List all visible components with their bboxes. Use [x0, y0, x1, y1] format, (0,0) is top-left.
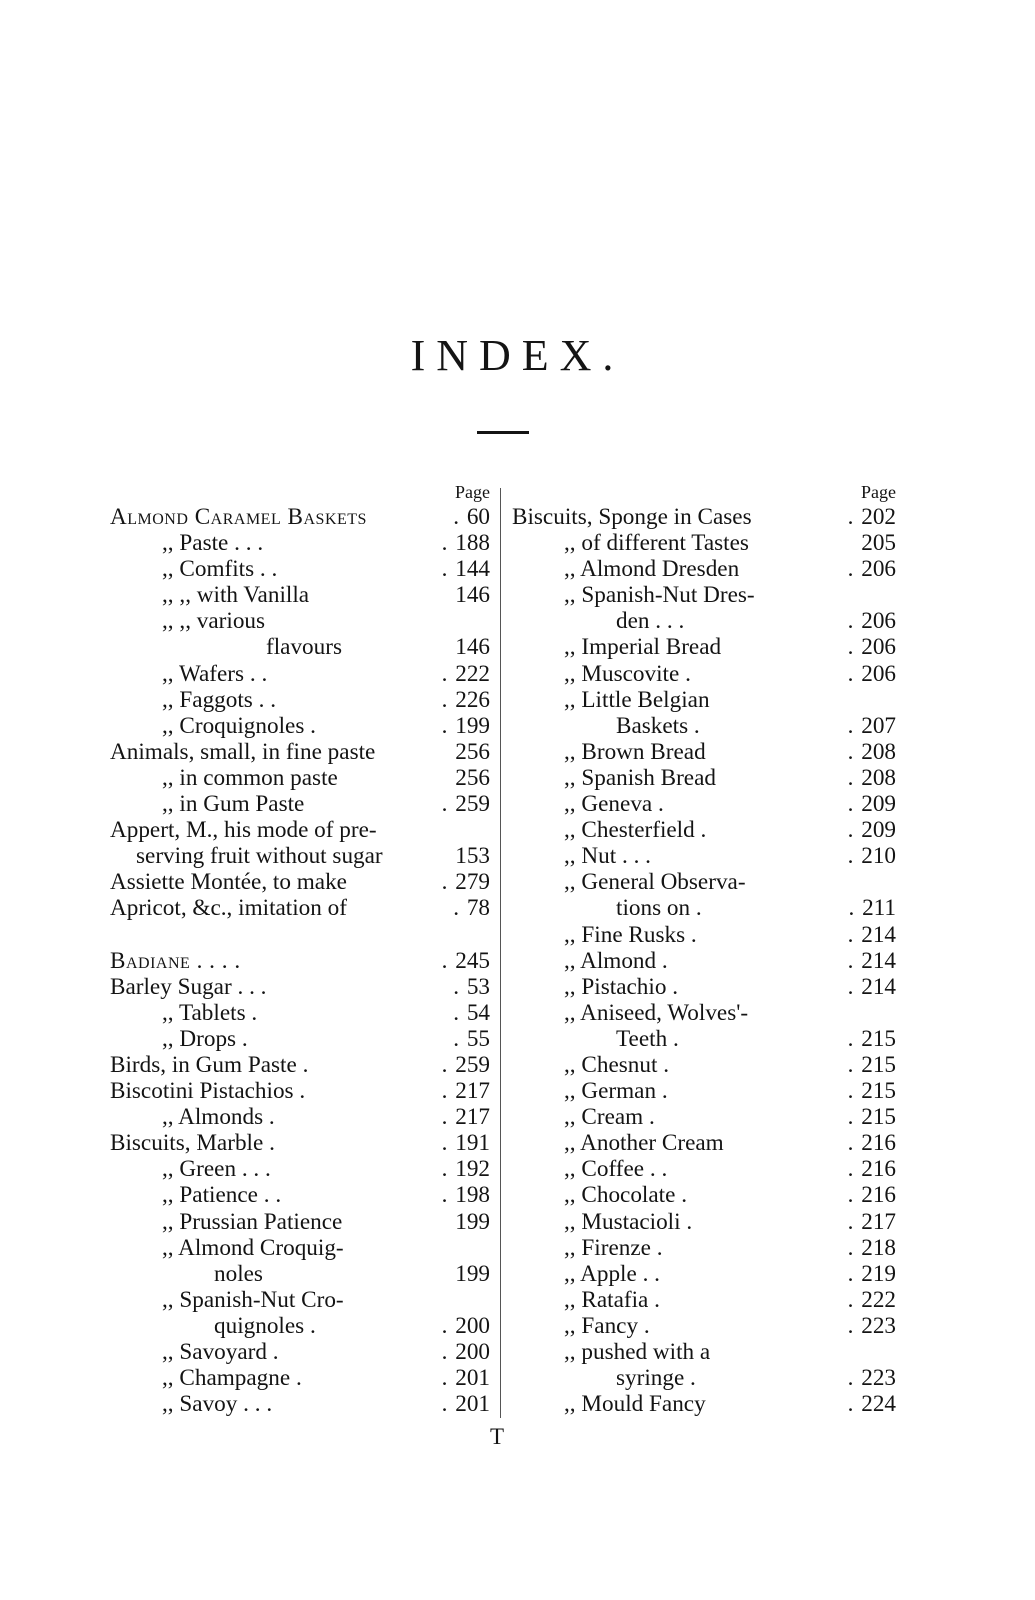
index-entry	[110, 895, 490, 921]
index-entry	[512, 713, 896, 739]
index-entry	[512, 1391, 896, 1417]
entry-page-number: . 206	[848, 634, 896, 660]
index-entry	[110, 948, 490, 974]
entry-page-number: . 201	[442, 1365, 490, 1391]
index-entry	[512, 1313, 896, 1339]
index-entry	[110, 1078, 490, 1104]
index-entry	[512, 922, 896, 948]
entry-text: ,, Savoy . . .	[162, 1391, 273, 1418]
entry-text: Teeth .	[616, 1025, 679, 1052]
entry-text: tions on .	[616, 895, 702, 922]
entry-text: Apricot, &c., imitation of	[110, 895, 347, 922]
entry-text: ,, ,, various	[162, 608, 266, 635]
entry-text: ,, Pistachio .	[564, 973, 679, 1000]
entry-text: ,, Imperial Bread	[564, 634, 722, 661]
entry-text: ,, Aniseed, Wolves'-	[564, 999, 749, 1026]
index-entry	[110, 922, 490, 948]
entry-page-number: . 78	[453, 895, 490, 921]
entry-page-number: . 216	[848, 1156, 896, 1182]
left-entries	[110, 504, 490, 1417]
entry-page-number: 256	[455, 738, 490, 765]
entry-page-number: . 200	[442, 1313, 490, 1339]
index-entry	[512, 1339, 896, 1365]
entry-text: ,, Tablets .	[162, 999, 258, 1026]
index-right-column	[512, 480, 896, 1417]
index-entry	[512, 1000, 896, 1026]
entry-page-number: . 55	[453, 1026, 490, 1052]
entry-text: Animals, small, in fine paste	[110, 738, 376, 765]
entry-page-number: . 259	[442, 1052, 490, 1078]
entry-text: Almond Caramel Baskets	[110, 504, 367, 530]
entry-page-number: . 214	[848, 922, 896, 948]
entry-text: ,, Firenze .	[564, 1234, 663, 1261]
index-entry	[110, 1130, 490, 1156]
entry-text: Birds, in Gum Paste .	[110, 1051, 309, 1078]
entry-text: ,, Spanish-Nut Cro-	[162, 1286, 344, 1313]
entry-page-number: . 54	[453, 1000, 490, 1026]
entry-text: ,, General Observa-	[564, 869, 746, 896]
index-entry	[512, 739, 896, 765]
right-entries	[512, 504, 896, 1417]
index-entry	[110, 582, 490, 608]
index-entry	[512, 1026, 896, 1052]
column-divider	[500, 488, 501, 1418]
index-entry	[512, 1209, 896, 1235]
index-entry	[512, 504, 896, 530]
entry-text: ,, Savoyard .	[162, 1339, 279, 1365]
entry-page-number: . 209	[848, 791, 896, 817]
entry-page-number: . 209	[848, 817, 896, 843]
index-entry	[110, 634, 490, 660]
entry-text: ,, Prussian Patience	[162, 1208, 343, 1235]
entry-text: flavours	[266, 634, 342, 661]
entry-text: ,, Almond .	[564, 947, 668, 974]
index-entry	[512, 974, 896, 1000]
index-entry	[110, 1391, 490, 1417]
index-entry	[512, 895, 896, 921]
entry-page-number: . 53	[453, 974, 490, 1000]
index-entry	[110, 608, 490, 634]
index-entry	[110, 1000, 490, 1026]
entry-page-number: 199	[455, 1260, 490, 1287]
index-entry	[110, 1313, 490, 1339]
entry-text: ,, Apple . .	[564, 1260, 660, 1287]
entry-page-number: . 259	[442, 791, 490, 817]
entry-page-number: . 200	[442, 1339, 490, 1365]
index-entry	[512, 1182, 896, 1208]
index-entry	[110, 1261, 490, 1287]
index-entry	[110, 1365, 490, 1391]
title-rule	[477, 431, 529, 434]
entry-page-number: . 206	[848, 661, 896, 687]
index-entry	[512, 1130, 896, 1156]
entry-text: ,, of different Tastes	[564, 530, 749, 557]
entry-page-number: . 188	[442, 530, 490, 556]
entry-page-number: . 214	[848, 974, 896, 1000]
entry-text: ,, Mould Fancy	[564, 1391, 706, 1418]
entry-text: Assiette Montée, to make	[110, 869, 347, 896]
entry-text: serving fruit without sugar	[136, 843, 383, 870]
index-entry	[110, 765, 490, 791]
index-entry	[110, 1052, 490, 1078]
entry-page-number: . 198	[442, 1182, 490, 1208]
entry-text: ,, Coffee . .	[564, 1156, 668, 1183]
index-entry	[512, 1235, 896, 1261]
entry-page-number: . 211	[848, 895, 896, 921]
entry-page-number: 256	[455, 764, 490, 791]
entry-text: quignoles .	[214, 1312, 316, 1339]
entry-page-number: . 208	[848, 739, 896, 765]
entry-page-number: . 215	[848, 1026, 896, 1052]
entry-page-number: . 206	[848, 556, 896, 582]
entry-text: ,, Ratafia .	[564, 1286, 660, 1313]
index-entry	[110, 817, 490, 843]
index-entry	[512, 1365, 896, 1391]
entry-text: Badiane . . . .	[110, 947, 241, 974]
entry-page-number: . 222	[442, 661, 490, 687]
index-entry	[110, 1026, 490, 1052]
entry-page-number: . 215	[848, 1104, 896, 1130]
page-column-heading: Page	[861, 482, 896, 502]
entry-page-number: . 226	[442, 687, 490, 713]
index-entry	[512, 556, 896, 582]
entry-text: ,, Nut . . .	[564, 843, 651, 870]
entry-page-number: . 144	[442, 556, 490, 582]
entry-text: ,, Paste . . .	[162, 530, 264, 557]
entry-text: ,, in Gum Paste	[162, 791, 305, 818]
index-entry	[110, 739, 490, 765]
index-entry	[110, 530, 490, 556]
index-entry	[110, 687, 490, 713]
entry-text: Appert, M., his mode of pre-	[110, 817, 377, 844]
entry-page-number: . 202	[848, 504, 896, 530]
index-entry	[512, 1156, 896, 1182]
index-entry	[512, 948, 896, 974]
index-entry	[512, 1287, 896, 1313]
index-entry	[512, 661, 896, 687]
entry-page-number: . 199	[442, 713, 490, 739]
entry-text: ,, Fancy .	[564, 1312, 650, 1339]
entry-page-number: . 191	[442, 1130, 490, 1156]
index-entry	[110, 504, 490, 530]
index-entry	[110, 1104, 490, 1130]
entry-text: ,, Comfits . .	[162, 556, 278, 583]
entry-text: ,, German .	[564, 1078, 668, 1105]
entry-text: ,, Almond Croquig-	[162, 1234, 344, 1261]
entry-page-number: . 192	[442, 1156, 490, 1182]
entry-page-number: . 201	[442, 1391, 490, 1417]
entry-text: ,, Wafers . .	[162, 660, 268, 687]
index-entry	[110, 1182, 490, 1208]
entry-text: ,, Green . . .	[162, 1156, 271, 1183]
entry-page-number: . 217	[442, 1104, 490, 1130]
entry-page-number: . 223	[848, 1313, 896, 1339]
entry-text: ,, Another Cream	[564, 1130, 724, 1157]
signature-mark: T	[490, 1424, 505, 1449]
entry-page-number: . 206	[848, 608, 896, 634]
index-entry	[512, 843, 896, 869]
index-entry	[110, 1209, 490, 1235]
entry-page-number: . 245	[442, 948, 490, 974]
entry-text: ,, Chesnut .	[564, 1051, 669, 1078]
entry-text: syringe .	[616, 1365, 696, 1392]
entry-page-number: . 224	[848, 1391, 896, 1417]
index-entry	[512, 608, 896, 634]
entry-text: noles	[214, 1260, 263, 1287]
page-column-heading: Page	[455, 482, 490, 502]
entry-text: Biscotini Pistachios .	[110, 1078, 306, 1105]
index-entry	[512, 634, 896, 660]
entry-text: Biscuits, Sponge in Cases	[512, 504, 752, 530]
index-entry	[110, 1339, 490, 1365]
entry-page-number: 146	[455, 582, 490, 609]
entry-text: ,, Chesterfield .	[564, 817, 707, 844]
index-entry	[110, 1156, 490, 1182]
index-entry	[512, 582, 896, 608]
index-entry	[110, 974, 490, 1000]
entry-text: ,, Spanish Bread	[564, 764, 716, 791]
entry-text: ,, Mustacioli .	[564, 1208, 693, 1235]
entry-text: ,, Almonds .	[162, 1104, 275, 1131]
index-entry	[512, 1052, 896, 1078]
entry-text: ,, ,, with Vanilla	[162, 582, 310, 609]
entry-page-number: . 210	[848, 843, 896, 869]
index-entry	[110, 791, 490, 817]
index-entry	[512, 1104, 896, 1130]
index-entry	[512, 869, 896, 895]
index-entry	[512, 1261, 896, 1287]
entry-text: Barley Sugar . . .	[110, 973, 267, 1000]
entry-page-number: . 218	[848, 1235, 896, 1261]
entry-text: ,, Drops .	[162, 1025, 248, 1052]
index-entry	[110, 843, 490, 869]
entry-page-number: 153	[455, 843, 490, 870]
entry-text: ,, Brown Bread	[564, 738, 706, 765]
entry-text: ,, Almond Dresden	[564, 556, 740, 583]
entry-page-number: . 215	[848, 1078, 896, 1104]
entry-page-number: 146	[455, 634, 490, 661]
entry-page-number: . 217	[442, 1078, 490, 1104]
index-entry	[110, 869, 490, 895]
index-entry	[110, 556, 490, 582]
entry-text: Biscuits, Marble .	[110, 1130, 275, 1157]
index-entry	[110, 661, 490, 687]
entry-page-number: 205	[861, 530, 896, 557]
entry-text: ,, Croquignoles .	[162, 712, 316, 739]
entry-page-number: . 208	[848, 765, 896, 791]
entry-page-number: . 216	[848, 1130, 896, 1156]
entry-text: ,, pushed with a	[564, 1339, 711, 1365]
entry-text: ,, in common paste	[162, 764, 338, 791]
index-entry	[512, 1078, 896, 1104]
entry-page-number: . 222	[848, 1287, 896, 1313]
entry-text: ,, Champagne .	[162, 1365, 302, 1392]
entry-page-number: . 219	[848, 1261, 896, 1287]
index-entry	[110, 1287, 490, 1313]
entry-page-number: 199	[455, 1208, 490, 1235]
entry-text: ,, Geneva .	[564, 791, 664, 818]
entry-text: ,, Faggots . .	[162, 686, 277, 713]
entry-text: ,, Chocolate .	[564, 1182, 687, 1209]
index-entry	[512, 687, 896, 713]
index-entry	[110, 1235, 490, 1261]
entry-page-number: . 214	[848, 948, 896, 974]
index-entry	[512, 791, 896, 817]
entry-page-number: . 279	[442, 869, 490, 895]
entry-text: ,, Muscovite .	[564, 660, 691, 687]
entry-page-number: . 60	[453, 504, 490, 530]
entry-page-number: . 216	[848, 1182, 896, 1208]
entry-text: den . . .	[616, 608, 685, 635]
entry-text: ,, Fine Rusks .	[564, 921, 697, 948]
page-title: INDEX.	[410, 331, 625, 380]
entry-page-number: . 217	[848, 1209, 896, 1235]
index-entry	[512, 530, 896, 556]
entry-text: Baskets .	[616, 712, 700, 739]
index-entry	[512, 817, 896, 843]
index-entry	[110, 713, 490, 739]
entry-page-number: . 223	[848, 1365, 896, 1391]
entry-page-number: . 207	[848, 713, 896, 739]
index-left-column	[110, 480, 490, 1417]
entry-text: ,, Little Belgian	[564, 686, 710, 713]
index-entry	[512, 765, 896, 791]
entry-text: ,, Cream .	[564, 1104, 655, 1131]
entry-text: ,, Spanish-Nut Dres-	[564, 582, 755, 609]
entry-page-number: . 215	[848, 1052, 896, 1078]
entry-text: ,, Patience . .	[162, 1182, 282, 1209]
